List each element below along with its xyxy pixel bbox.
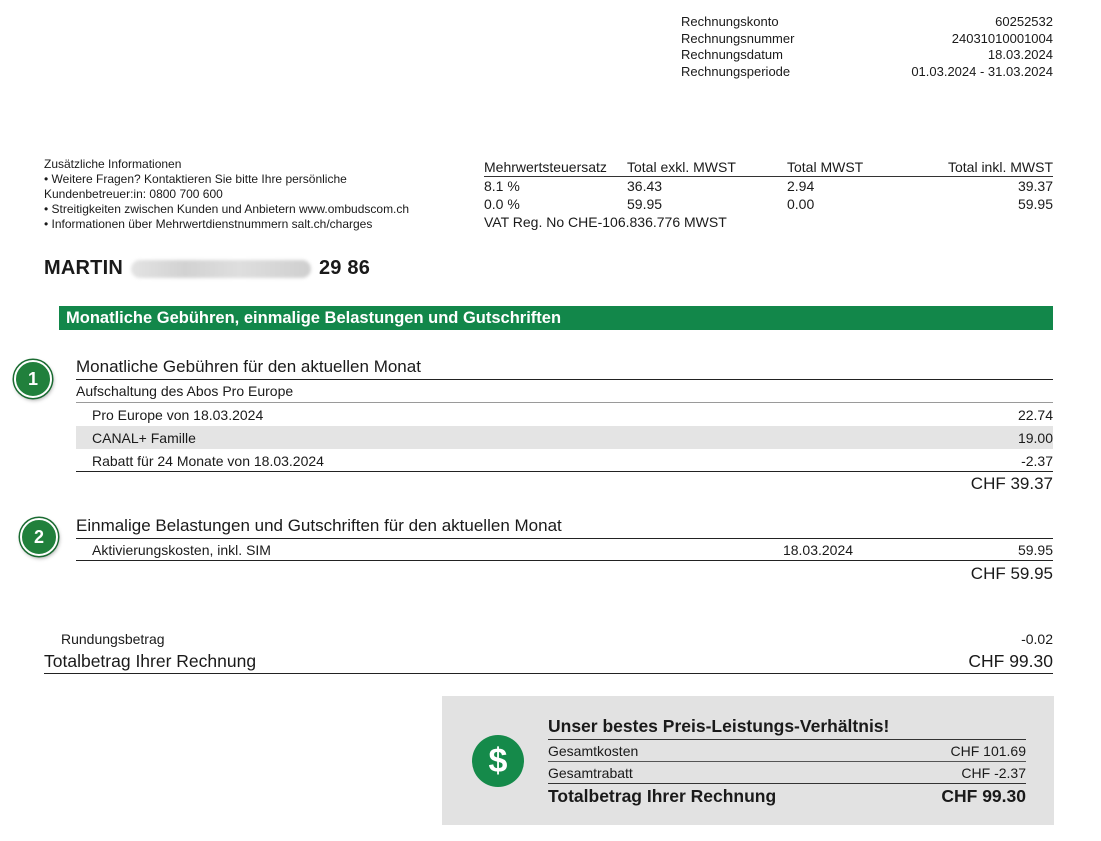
vat-reg-number: VAT Reg. No CHE-106.836.776 MWST <box>484 214 727 230</box>
onetime-total: CHF 59.95 <box>970 564 1053 583</box>
grand-total-amount: CHF 99.30 <box>968 651 1053 671</box>
grand-total-label: Totalbetrag Ihrer Rechnung <box>44 651 257 671</box>
vat-header-row: Mehrwertsteuersatz Total exkl. MWST Total MWST Total inkl. MWST <box>484 159 1053 175</box>
info-line: Kundenbetreuer:in: 0800 700 600 <box>44 187 223 201</box>
onetime-items <box>76 539 1053 560</box>
dollar-icon: $ <box>472 735 524 787</box>
rounding-label: Rundungsbetrag <box>61 631 165 647</box>
invoice-number-row: Rechnungsnummer 24031010001004 <box>681 30 1053 46</box>
monthly-items <box>76 403 1053 472</box>
line-item: Pro Europe von 18.03.2024 22.74 <box>92 406 1053 423</box>
step-2-badge: 2 <box>20 518 58 556</box>
monthly-total: CHF 39.37 <box>970 474 1053 493</box>
customer-phone-suffix: 29 86 <box>318 257 371 279</box>
line-item: CANAL+ Famille 19.00 <box>76 426 1053 449</box>
divider <box>76 560 1053 561</box>
additional-info <box>44 157 464 232</box>
step-1-badge: 1 <box>14 360 52 398</box>
info-line: • Weitere Fragen? Kontaktieren Sie bitte Ihre persönliche <box>44 172 347 186</box>
summary-content <box>548 716 1026 807</box>
info-line: • Streitigkeiten zwischen Kunden und Anbietern www.ombudscom.ch <box>44 202 410 216</box>
invoice-account-row: Rechnungskonto 60252532 <box>681 14 1053 29</box>
section-header: Monatliche Gebühren, einmalige Belastungen und Gutschriften <box>59 306 1053 330</box>
info-line: • Informationen über Mehrwertdienstnummern salt.ch/charges <box>44 217 373 231</box>
customer-first-name: MARTIN <box>44 257 123 279</box>
customer-name <box>44 257 370 280</box>
summary-title: Unser bestes Preis-Leistungs-Verhältnis! <box>548 716 1026 740</box>
line-item: Rabatt für 24 Monate von 18.03.2024 -2.37 <box>92 452 1053 469</box>
onetime-title: Einmalige Belastungen und Gutschriften für den aktuellen Monat <box>76 516 562 535</box>
divider <box>44 673 1053 674</box>
summary-total: Totalbetrag Ihrer Rechnung CHF 99.30 <box>548 786 1026 806</box>
divider <box>76 471 1053 472</box>
vat-row: 8.1 % 36.43 2.94 39.37 <box>484 178 1053 194</box>
monthly-subtitle: Aufschaltung des Abos Pro Europe <box>76 383 294 399</box>
summary-row: Gesamtrabatt CHF -2.37 <box>548 762 1026 784</box>
line-item: Aktivierungskosten, inkl. SIM 18.03.2024 59.95 <box>92 541 1053 558</box>
vat-table <box>484 158 1053 231</box>
summary-row: Gesamtkosten CHF 101.69 <box>548 740 1026 762</box>
invoice-date-row: Rechnungsdatum 18.03.2024 <box>681 47 1053 62</box>
info-title: Zusätzliche Informationen <box>44 157 182 171</box>
rounding-amount: -0.02 <box>1021 631 1053 647</box>
redacted-text <box>131 260 311 278</box>
divider <box>76 379 1053 380</box>
monthly-title: Monatliche Gebühren für den aktuellen Monat <box>76 357 421 376</box>
invoice-header <box>681 14 1053 80</box>
invoice-period-row: Rechnungsperiode 01.03.2024 - 31.03.2024 <box>681 63 1053 79</box>
vat-row: 0.0 % 59.95 0.00 59.95 <box>484 196 1053 212</box>
